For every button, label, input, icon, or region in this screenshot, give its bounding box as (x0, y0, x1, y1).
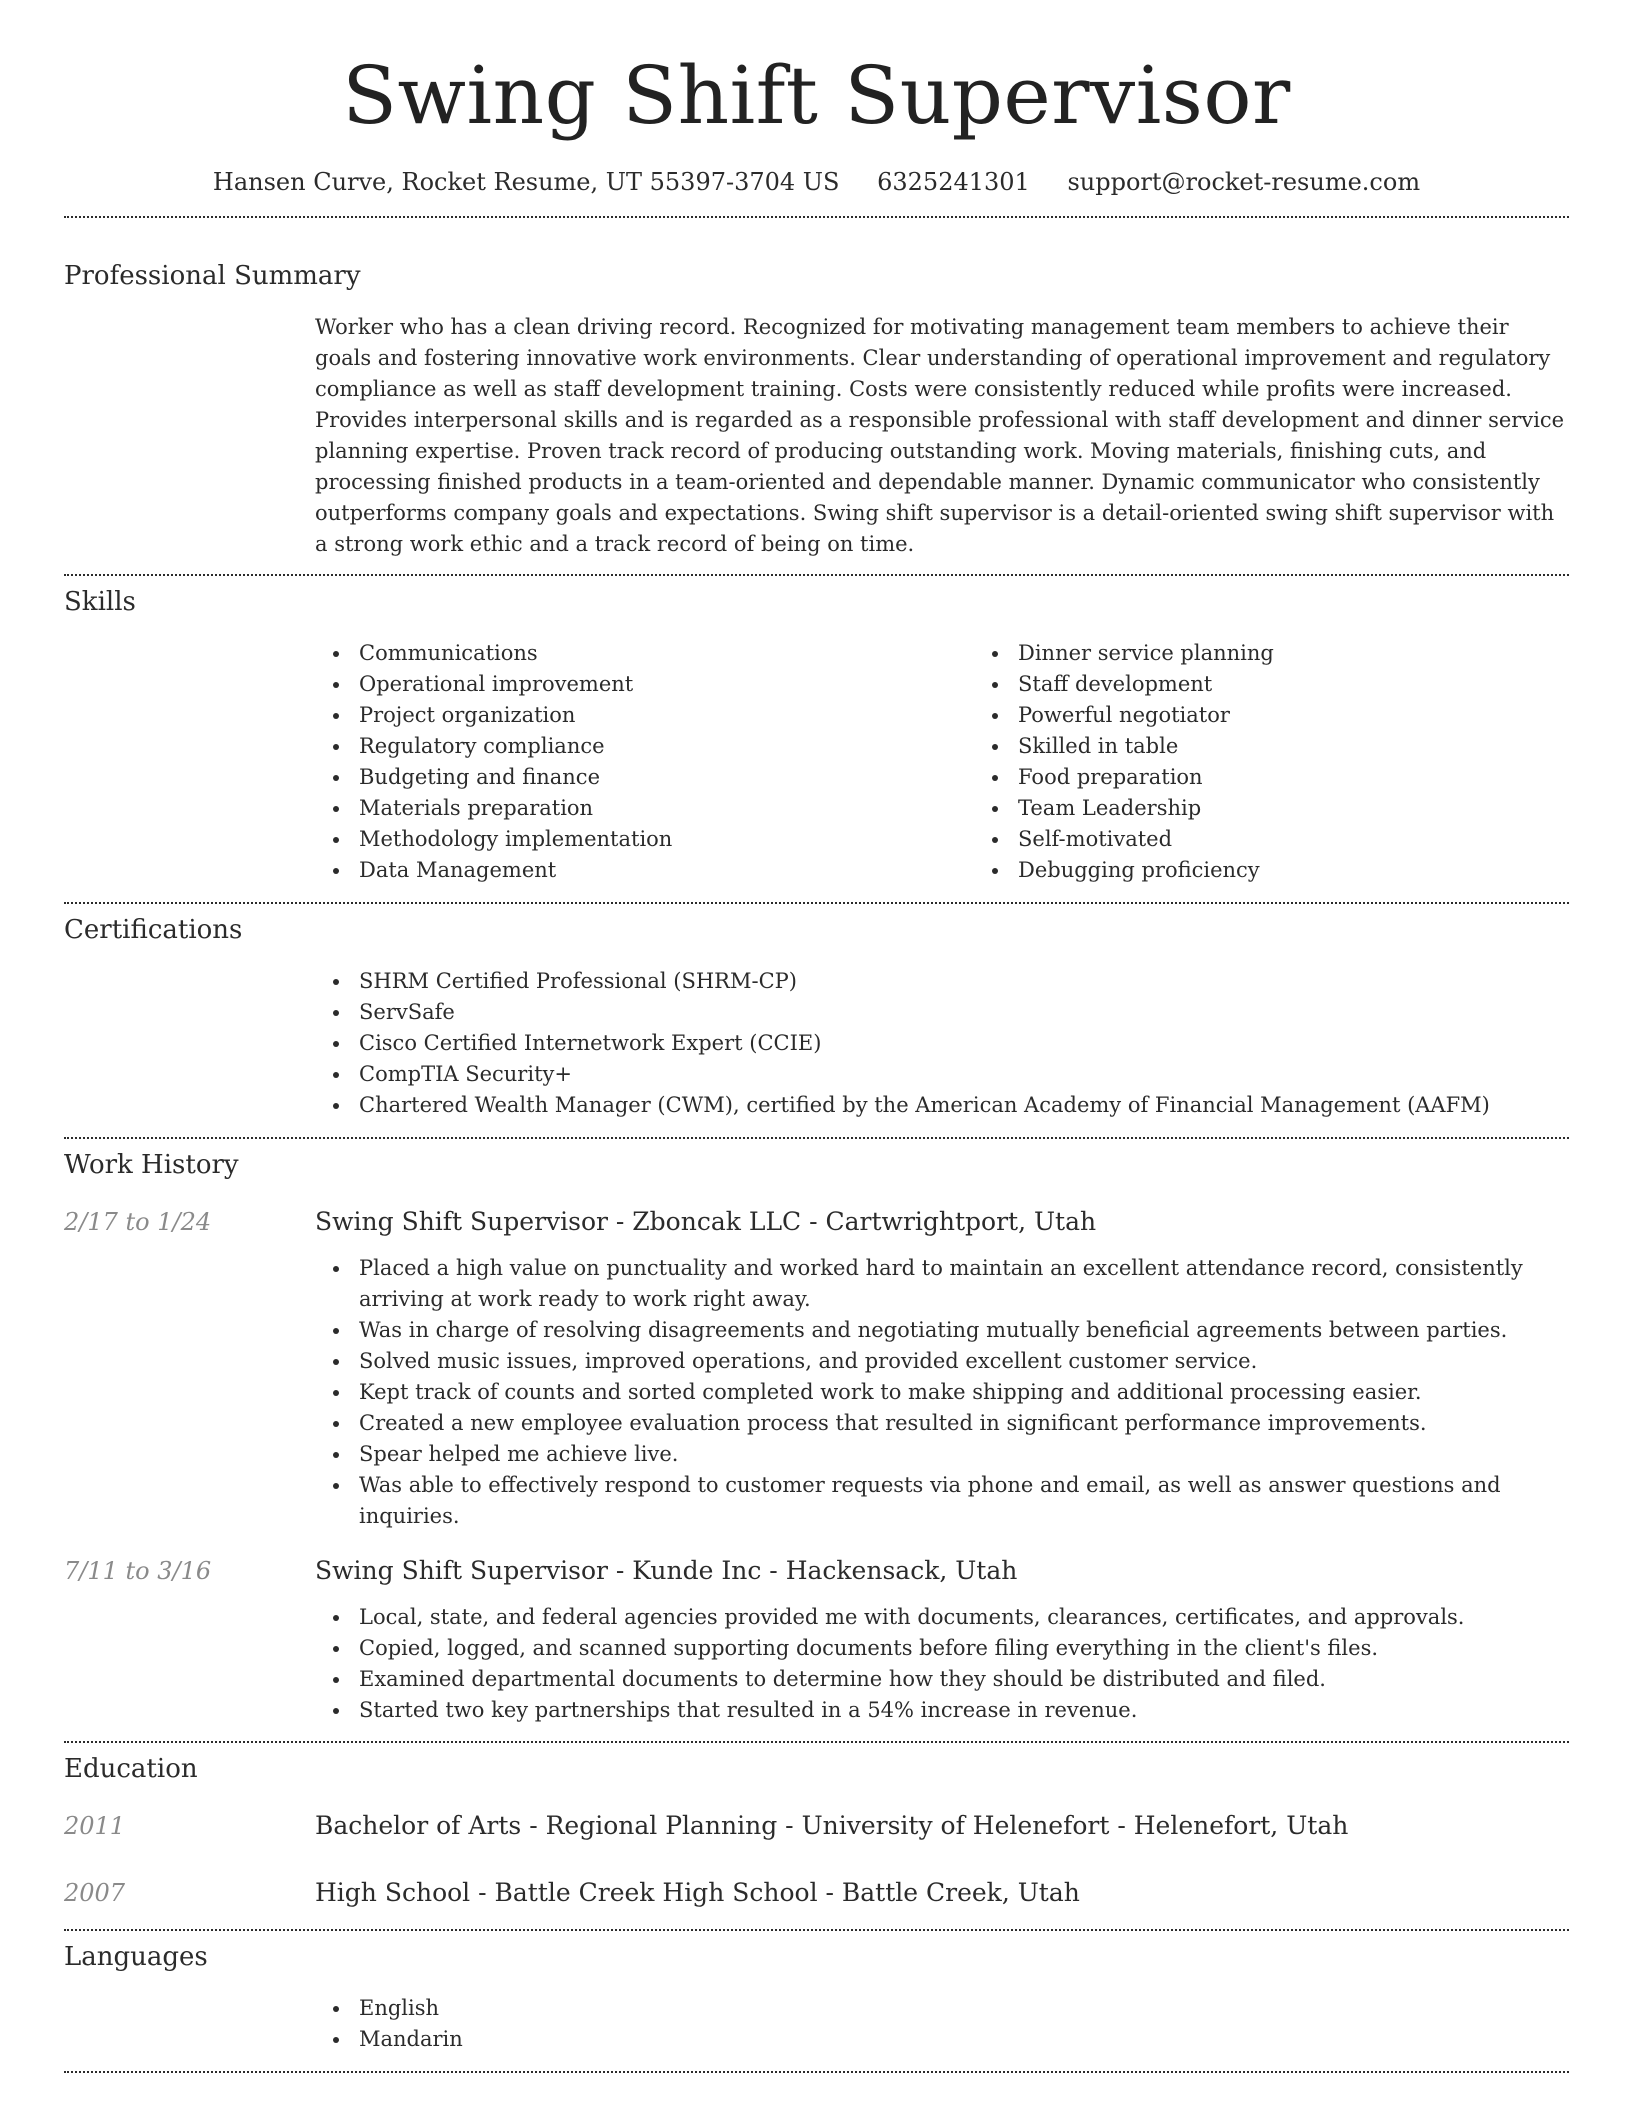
education-entry (64, 1809, 1569, 1843)
job-details (315, 1554, 1569, 1726)
section-title-work-history: Work History (64, 1150, 239, 1180)
languages-list (315, 1993, 1569, 2055)
job-entry (64, 1554, 1569, 1726)
skill-item: Methodology implementation (359, 824, 974, 855)
resume-page (64, 0, 1569, 2073)
divider (64, 1137, 1569, 1139)
job-bullet: Local, state, and federal agencies provided me with documents, clearances, certificates, and approvals. (359, 1602, 1569, 1633)
certification-item: Chartered Wealth Manager (CWM), certified by the American Academy of Financial Management (AAFM) (359, 1090, 1569, 1121)
divider (64, 216, 1569, 218)
resume-name: Swing Shift Supervisor (342, 49, 1291, 142)
summary-block (315, 312, 1569, 560)
contact-address: Hansen Curve, Rocket Resume, UT 55397-3704 US (212, 168, 840, 196)
skill-item: Self-motivated (1018, 824, 1632, 855)
job-title: Swing Shift Supervisor - Kunde Inc - Hackensack, Utah (315, 1556, 1018, 1585)
certification-item: SHRM Certified Professional (SHRM-CP) (359, 966, 1569, 997)
job-entry (64, 1205, 1569, 1532)
job-details (315, 1205, 1569, 1532)
education-title: Bachelor of Arts - Regional Planning - University of Helenefort - Helenefort, Utah (315, 1811, 1349, 1840)
job-bullets (315, 1602, 1569, 1726)
job-dates: 7/11 to 3/16 (64, 1557, 212, 1585)
job-bullet: Examined departmental documents to determine how they should be distributed and filed. (359, 1664, 1569, 1695)
divider (64, 1929, 1569, 1931)
section-title-summary: Professional Summary (64, 261, 361, 291)
job-bullet: Kept track of counts and sorted completed work to make shipping and additional processing easier. (359, 1377, 1569, 1408)
job-title: Swing Shift Supervisor - Zboncak LLC - Cartwrightport, Utah (315, 1207, 1097, 1236)
divider (64, 574, 1569, 576)
certifications-list (315, 966, 1569, 1121)
skill-item: Communications (359, 638, 974, 669)
contact-email: support@rocket-resume.com (1067, 168, 1421, 196)
certification-item: Cisco Certified Internetwork Expert (CCIE) (359, 1028, 1569, 1059)
education-year: 2007 (64, 1879, 126, 1907)
skill-item: Team Leadership (1018, 793, 1632, 824)
skill-item: Skilled in table (1018, 731, 1632, 762)
skill-item: Dinner service planning (1018, 638, 1632, 669)
section-title-skills: Skills (64, 587, 136, 617)
divider (64, 2071, 1569, 2073)
section-title-certifications: Certifications (64, 915, 243, 945)
skill-item: Operational improvement (359, 669, 974, 700)
job-bullet: Copied, logged, and scanned supporting documents before filing everything in the client's files. (359, 1633, 1569, 1664)
skill-item: Food preparation (1018, 762, 1632, 793)
skill-item: Budgeting and finance (359, 762, 974, 793)
skill-item: Project organization (359, 700, 974, 731)
job-bullet: Started two key partnerships that resulted in a 54% increase in revenue. (359, 1695, 1569, 1726)
section-title-languages: Languages (64, 1942, 208, 1972)
skill-item: Data Management (359, 855, 974, 886)
certification-item: CompTIA Security+ (359, 1059, 1569, 1090)
skills-column-right (974, 638, 1632, 886)
job-bullet: Spear helped me achieve live. (359, 1439, 1569, 1470)
education-year: 2011 (64, 1812, 126, 1840)
education-title: High School - Battle Creek High School - Battle Creek, Utah (315, 1878, 1080, 1907)
job-dates: 2/17 to 1/24 (64, 1208, 212, 1236)
skill-item: Staff development (1018, 669, 1632, 700)
job-bullet: Was in charge of resolving disagreements and negotiating mutually beneficial agreements between parties. (359, 1315, 1569, 1346)
divider (64, 902, 1569, 904)
skill-item: Regulatory compliance (359, 731, 974, 762)
skill-item: Powerful negotiator (1018, 700, 1632, 731)
certifications-block (315, 966, 1569, 1121)
job-bullet: Placed a high value on punctuality and worked hard to maintain an excellent attendance record, consistently arriving at work ready to work right away. (359, 1253, 1569, 1315)
divider (64, 1741, 1569, 1743)
education-entry (64, 1876, 1569, 1910)
job-bullet: Created a new employee evaluation process that resulted in significant performance improvements. (359, 1408, 1569, 1439)
language-item: English (359, 1993, 1569, 2024)
skills-list (315, 638, 1569, 886)
skills-column-left (315, 638, 974, 886)
job-bullet: Solved music issues, improved operations, and provided excellent customer service. (359, 1346, 1569, 1377)
section-title-education: Education (64, 1754, 198, 1784)
job-bullet: Was able to effectively respond to customer requests via phone and email, as well as answer questions and inquiries. (359, 1470, 1569, 1532)
language-item: Mandarin (359, 2024, 1569, 2055)
skill-item: Debugging proficiency (1018, 855, 1632, 886)
certification-item: ServSafe (359, 997, 1569, 1028)
job-bullets (315, 1253, 1569, 1532)
contact-line (64, 166, 1569, 198)
summary-text: Worker who has a clean driving record. Recognized for motivating management team members to achieve their goals and fostering innovative work environments. Clear understanding of operational improvement and regulatory compliance as well as staff development training. Costs were consistently reduced while profits were increased. Provides interpersonal skills and is regarded as a responsible professional with staff development and dinner service planning expertise. Proven track record of producing outstanding work. Moving materials, finishing cuts, and processing finished products in a team-oriented and dependable manner. Dynamic communicator who consistently outperforms company goals and expectations. Swing shift supervisor is a detail-oriented swing shift supervisor with a strong work ethic and a track record of being on time. (315, 315, 1565, 556)
languages-block (315, 1993, 1569, 2055)
skill-item: Materials preparation (359, 793, 974, 824)
contact-phone: 6325241301 (877, 168, 1030, 196)
